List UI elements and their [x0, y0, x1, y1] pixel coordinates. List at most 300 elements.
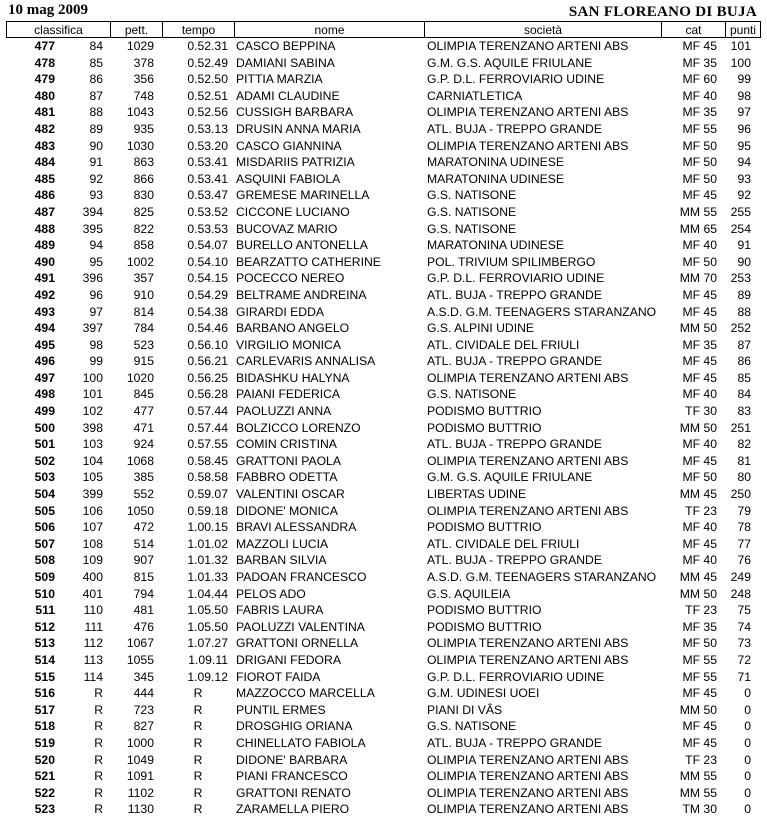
cell-category-rank: 111: [84, 619, 103, 634]
cell-time: R: [193, 719, 203, 734]
table-row: [6, 204, 761, 221]
cell-bib-number: 1102: [127, 785, 154, 800]
table-row: [6, 386, 761, 403]
cell-points: 88: [737, 304, 751, 319]
table-row: [6, 602, 761, 619]
cell-points: 73: [737, 636, 751, 651]
cell-time: 0.52.51: [187, 88, 228, 103]
cell-category-rank: 395: [82, 221, 103, 236]
cell-club: G.S. AQUILEIA: [427, 586, 511, 601]
cell-points: 99: [737, 72, 751, 87]
cell-time: 0.56.25: [187, 370, 228, 385]
cell-points: 253: [730, 271, 751, 286]
cell-category: MF 45: [682, 453, 717, 468]
cell-category: TF 23: [685, 503, 717, 518]
cell-position: 478: [34, 55, 55, 70]
cell-category-rank: 100: [82, 370, 103, 385]
cell-position: 477: [34, 39, 55, 53]
cell-athlete-name: BARBAN SILVIA: [236, 553, 327, 568]
cell-category-rank: 107: [82, 520, 103, 535]
table-row: [6, 685, 761, 702]
cell-club: G.S. ALPINI UDINE: [427, 321, 535, 336]
cell-category-rank: 102: [82, 404, 103, 419]
cell-category: MM 55: [679, 785, 717, 800]
cell-club: PODISMO BUTTRIO: [427, 603, 542, 618]
cell-athlete-name: BURELLO ANTONELLA: [236, 238, 368, 253]
results-table: [6, 21, 761, 818]
table-row: [6, 669, 761, 686]
cell-bib-number: 814: [133, 304, 154, 319]
cell-time: 1.04.44: [187, 586, 228, 601]
cell-time: 1.01.33: [187, 570, 228, 584]
cell-position: 485: [34, 171, 55, 186]
cell-club: G.S. NATISONE: [427, 221, 517, 236]
cell-bib-number: 815: [133, 570, 154, 584]
table-row: [6, 536, 761, 553]
results-body: [6, 38, 761, 818]
cell-category: MM 50: [679, 420, 717, 435]
cell-category: MF 35: [682, 55, 717, 70]
cell-athlete-name: PADOAN FRANCESCO: [236, 570, 367, 584]
table-row: [6, 486, 761, 503]
cell-category-rank: 89: [89, 121, 103, 136]
cell-bib-number: 784: [133, 321, 154, 336]
cell-category: MM 50: [679, 702, 717, 717]
cell-category-rank: 101: [82, 387, 103, 402]
cell-athlete-name: PELOS ADO: [236, 586, 306, 601]
cell-category-rank: 98: [89, 337, 103, 352]
cell-category-rank: 399: [82, 487, 103, 502]
cell-time: 0.59.07: [187, 487, 228, 502]
cell-position: 503: [34, 470, 55, 485]
cell-points: 249: [730, 570, 751, 584]
cell-category: MM 50: [679, 321, 717, 336]
cell-club: OLIMPIA TERENZANO ARTENI ABS: [427, 652, 629, 667]
cell-club: OLIMPIA TERENZANO ARTENI ABS: [427, 370, 629, 385]
table-header-row: [6, 21, 761, 38]
cell-points: 250: [730, 487, 751, 502]
cell-category-rank: 87: [89, 88, 103, 103]
cell-athlete-name: ADAMI CLAUDINE: [236, 88, 340, 103]
cell-category-rank: R: [94, 686, 103, 701]
cell-bib-number: 748: [133, 88, 154, 103]
cell-category-rank: 86: [89, 72, 103, 87]
cell-time: 0.54.10: [187, 254, 228, 269]
cell-club: G.P. D.L. FERROVIARIO UDINE: [427, 72, 605, 87]
table-row: [6, 287, 761, 304]
cell-points: 72: [737, 652, 751, 667]
event-date: 10 mag 2009: [8, 2, 88, 18]
cell-athlete-name: PAOLUZZI VALENTINA: [236, 619, 365, 634]
table-row: [6, 71, 761, 88]
cell-points: 0: [744, 702, 751, 717]
cell-bib-number: 357: [133, 271, 154, 286]
cell-club: OLIMPIA TERENZANO ARTENI ABS: [427, 752, 629, 767]
table-row: [6, 436, 761, 453]
cell-athlete-name: MAZZOLI LUCIA: [236, 536, 329, 551]
cell-position: 495: [34, 337, 55, 352]
cell-points: 96: [737, 121, 751, 136]
cell-category: MF 45: [682, 304, 717, 319]
cell-category-rank: 94: [89, 238, 103, 253]
cell-category-rank: 84: [89, 39, 103, 53]
cell-points: 85: [737, 370, 751, 385]
cell-athlete-name: CASCO GIANNINA: [236, 138, 342, 153]
cell-position: 506: [34, 520, 55, 535]
cell-category: MF 35: [682, 619, 717, 634]
cell-points: 82: [737, 437, 751, 452]
event-location: SAN FLOREANO DI BUJA: [568, 4, 757, 20]
cell-athlete-name: DAMIANI SABINA: [236, 55, 335, 70]
cell-bib-number: 481: [133, 603, 154, 618]
cell-points: 92: [737, 188, 751, 203]
cell-points: 97: [737, 105, 751, 120]
cell-category: MF 45: [682, 354, 717, 369]
cell-position: 500: [34, 420, 55, 435]
table-row: [6, 702, 761, 719]
cell-bib-number: 1068: [126, 453, 154, 468]
cell-athlete-name: ASQUINI FABIOLA: [236, 171, 341, 186]
cell-category: MM 55: [679, 769, 717, 784]
cell-time: 1.05.50: [187, 603, 228, 618]
cell-category: MF 50: [682, 254, 717, 269]
cell-athlete-name: VALENTINI OSCAR: [236, 487, 345, 502]
cell-category: MM 45: [679, 570, 717, 584]
cell-time: 1.01.32: [187, 553, 228, 568]
cell-time: 0.53.41: [187, 171, 228, 186]
cell-time: 0.54.29: [187, 287, 228, 302]
cell-athlete-name: GIRARDI EDDA: [236, 304, 325, 319]
cell-bib-number: 1030: [126, 138, 154, 153]
cell-club: G.M. UDINESI UOEI: [427, 686, 540, 701]
cell-category: MF 45: [682, 719, 717, 734]
cell-club: G.S. NATISONE: [427, 387, 517, 402]
cell-club: ATL. BUJA - TREPPO GRANDE: [427, 735, 602, 750]
cell-position: 523: [34, 802, 55, 817]
table-row: [6, 420, 761, 437]
table-row: [6, 304, 761, 321]
cell-bib-number: 356: [133, 72, 154, 87]
cell-bib-number: 471: [133, 420, 154, 435]
table-row: [6, 320, 761, 337]
cell-club: G.S. NATISONE: [427, 188, 517, 203]
cell-category-rank: 93: [89, 188, 103, 203]
cell-club: ATL. BUJA - TREPPO GRANDE: [427, 287, 602, 302]
cell-athlete-name: DROSGHIG ORIANA: [236, 719, 353, 734]
cell-position: 508: [34, 553, 55, 568]
cell-club: ATL. CIVIDALE DEL FRIULI: [427, 337, 580, 352]
cell-club: OLIMPIA TERENZANO ARTENI ABS: [427, 503, 629, 518]
cell-points: 76: [737, 553, 751, 568]
cell-time: R: [193, 769, 203, 784]
cell-category-rank: 396: [82, 271, 103, 286]
table-row: [6, 38, 761, 55]
cell-position: 486: [34, 188, 55, 203]
cell-position: 514: [34, 652, 55, 667]
cell-club: MARATONINA UDINESE: [427, 155, 565, 170]
cell-points: 95: [737, 138, 751, 153]
cell-time: 0.54.38: [187, 304, 228, 319]
cell-category-rank: 88: [89, 105, 103, 120]
cell-category: MM 55: [679, 204, 717, 219]
cell-athlete-name: BUCOVAZ MARIO: [236, 221, 338, 236]
cell-category-rank: 401: [82, 586, 103, 601]
cell-athlete-name: DRIGANI FEDORA: [236, 652, 341, 667]
cell-category: TF 23: [685, 603, 717, 618]
cell-time: R: [193, 735, 203, 750]
cell-club: PODISMO BUTTRIO: [427, 619, 542, 634]
cell-club: OLIMPIA TERENZANO ARTENI ABS: [427, 802, 629, 817]
cell-position: 482: [34, 121, 55, 136]
cell-club: ATL. CIVIDALE DEL FRIULI: [427, 536, 580, 551]
cell-points: 0: [744, 785, 751, 800]
cell-bib-number: 1130: [127, 802, 154, 817]
cell-athlete-name: CUSSIGH BARBARA: [236, 105, 354, 120]
cell-athlete-name: PAIANI FEDERICA: [236, 387, 341, 402]
cell-time: 0.58.45: [187, 453, 228, 468]
cell-bib-number: 523: [133, 337, 154, 352]
cell-athlete-name: FABBRO ODETTA: [236, 470, 338, 485]
cell-category: MF 40: [682, 520, 717, 535]
cell-club: G.P. D.L. FERROVIARIO UDINE: [427, 271, 605, 286]
column-header-tempo: tempo: [162, 21, 234, 38]
cell-points: 0: [744, 719, 751, 734]
cell-time: 0.53.53: [187, 221, 228, 236]
cell-points: 0: [744, 686, 751, 701]
cell-bib-number: 385: [133, 470, 154, 485]
cell-time: 0.53.13: [187, 121, 228, 136]
cell-position: 507: [34, 536, 55, 551]
cell-points: 0: [744, 769, 751, 784]
cell-club: OLIMPIA TERENZANO ARTENI ABS: [427, 769, 629, 784]
cell-bib-number: 907: [133, 553, 154, 568]
cell-position: 515: [34, 669, 55, 684]
column-header-nome: nome: [234, 21, 424, 38]
cell-points: 86: [737, 354, 751, 369]
cell-category: MF 45: [682, 39, 717, 53]
cell-position: 490: [34, 254, 55, 269]
cell-bib-number: 514: [133, 536, 154, 551]
table-row: [6, 635, 761, 652]
cell-athlete-name: CARLEVARIS ANNALISA: [236, 354, 376, 369]
cell-club: G.M. G.S. AQUILE FRIULANE: [427, 55, 593, 70]
cell-category: MF 50: [682, 171, 717, 186]
cell-time: R: [193, 702, 203, 717]
cell-points: 84: [737, 387, 751, 402]
cell-athlete-name: BARBANO ANGELO: [236, 321, 350, 336]
cell-club: MARATONINA UDINESE: [427, 238, 565, 253]
cell-category: MF 50: [682, 470, 717, 485]
cell-position: 521: [34, 769, 55, 784]
cell-category: MM 65: [679, 221, 717, 236]
table-row: [6, 768, 761, 785]
cell-position: 519: [34, 735, 55, 750]
cell-category-rank: 99: [89, 354, 103, 369]
cell-points: 254: [730, 221, 751, 236]
cell-category-rank: 110: [83, 603, 103, 618]
cell-position: 496: [34, 354, 55, 369]
cell-category: MF 50: [682, 155, 717, 170]
cell-time: R: [193, 785, 203, 800]
table-row: [6, 619, 761, 636]
cell-points: 71: [737, 669, 751, 684]
table-row: [6, 121, 761, 138]
cell-club: ATL. BUJA - TREPPO GRANDE: [427, 121, 602, 136]
cell-category: MF 40: [682, 387, 717, 402]
cell-bib-number: 477: [133, 404, 154, 419]
cell-athlete-name: GREMESE MARINELLA: [236, 188, 370, 203]
cell-time: 0.52.49: [187, 55, 228, 70]
cell-athlete-name: PIANI FRANCESCO: [236, 769, 348, 784]
cell-time: 0.52.31: [187, 39, 228, 53]
cell-position: 491: [34, 271, 55, 286]
cell-position: 481: [34, 105, 55, 120]
cell-club: POL. TRIVIUM SPILIMBERGO: [427, 254, 596, 269]
cell-time: 0.57.44: [187, 404, 228, 419]
cell-bib-number: 794: [133, 586, 154, 601]
column-header-pett: pett.: [110, 21, 162, 38]
table-row: [6, 586, 761, 603]
cell-category-rank: 96: [89, 287, 103, 302]
cell-category: MF 50: [682, 636, 717, 651]
cell-position: 512: [34, 619, 55, 634]
cell-category: MM 45: [679, 487, 717, 502]
table-row: [6, 718, 761, 735]
cell-category: TF 30: [685, 404, 717, 419]
cell-category: MF 45: [682, 370, 717, 385]
cell-position: 488: [34, 221, 55, 236]
table-row: [6, 519, 761, 536]
cell-category-rank: 90: [89, 138, 103, 153]
cell-category-rank: 105: [82, 470, 103, 485]
cell-category-rank: 113: [83, 652, 103, 667]
cell-athlete-name: FABRIS LAURA: [236, 603, 324, 618]
cell-points: 0: [744, 735, 751, 750]
cell-points: 251: [730, 420, 751, 435]
cell-points: 87: [737, 337, 751, 352]
cell-time: 0.54.15: [187, 271, 228, 286]
cell-club: PODISMO BUTTRIO: [427, 520, 542, 535]
cell-position: 479: [34, 72, 55, 87]
cell-position: 483: [34, 138, 55, 153]
cell-time: 0.56.28: [187, 387, 228, 402]
cell-time: 0.53.47: [187, 188, 228, 203]
cell-category: MF 55: [682, 669, 717, 684]
cell-category: MF 50: [682, 138, 717, 153]
cell-athlete-name: MISDARIIS PATRIZIA: [236, 155, 355, 170]
cell-athlete-name: COMIN CRISTINA: [236, 437, 337, 452]
cell-bib-number: 910: [133, 287, 154, 302]
table-row: [6, 503, 761, 520]
cell-club: OLIMPIA TERENZANO ARTENI ABS: [427, 636, 629, 651]
cell-athlete-name: BELTRAME ANDREINA: [236, 287, 367, 302]
cell-points: 78: [737, 520, 751, 535]
table-row: [6, 735, 761, 752]
cell-points: 0: [744, 752, 751, 767]
cell-club: ATL. BUJA - TREPPO GRANDE: [427, 553, 602, 568]
cell-position: 480: [34, 88, 55, 103]
cell-bib-number: 1000: [126, 735, 154, 750]
table-row: [6, 785, 761, 802]
cell-athlete-name: DRUSIN ANNA MARIA: [236, 121, 361, 136]
cell-category: MF 40: [682, 238, 717, 253]
cell-bib-number: 822: [133, 221, 154, 236]
cell-time: 1.09.11: [188, 652, 228, 667]
cell-athlete-name: POCECCO NEREO: [236, 271, 345, 286]
cell-category: MF 40: [682, 88, 717, 103]
cell-position: 522: [34, 785, 55, 800]
cell-category-rank: R: [94, 785, 103, 800]
cell-position: 517: [34, 702, 55, 717]
cell-bib-number: 476: [133, 619, 154, 634]
cell-points: 81: [737, 453, 751, 468]
cell-bib-number: 345: [133, 669, 154, 684]
table-row: [6, 801, 761, 818]
cell-category-rank: R: [94, 735, 103, 750]
cell-points: 248: [730, 586, 751, 601]
cell-time: R: [193, 686, 203, 701]
cell-athlete-name: BIDASHKU HALYNA: [236, 370, 350, 385]
cell-athlete-name: BRAVI ALESSANDRA: [236, 520, 357, 535]
cell-athlete-name: CICCONE LUCIANO: [236, 204, 350, 219]
table-row: [6, 370, 761, 387]
cell-time: R: [193, 752, 203, 767]
cell-athlete-name: FIOROT FAIDA: [236, 669, 321, 684]
cell-athlete-name: ZARAMELLA PIERO: [236, 802, 350, 817]
cell-club: OLIMPIA TERENZANO ARTENI ABS: [427, 785, 629, 800]
table-row: [6, 552, 761, 569]
cell-position: 498: [34, 387, 55, 402]
table-row: [6, 752, 761, 769]
cell-time: R: [193, 802, 203, 817]
cell-position: 504: [34, 487, 55, 502]
cell-club: ATL. BUJA - TREPPO GRANDE: [427, 437, 602, 452]
cell-time: 0.53.41: [187, 155, 228, 170]
cell-category-rank: 112: [83, 636, 103, 651]
cell-category-rank: 97: [89, 304, 103, 319]
cell-category: MF 45: [682, 536, 717, 551]
cell-category-rank: R: [94, 719, 103, 734]
cell-category: TF 23: [685, 752, 717, 767]
cell-time: 0.59.18: [187, 503, 228, 518]
cell-club: A.S.D. G.M. TEENAGERS STARANZANO: [427, 304, 657, 319]
cell-athlete-name: CASCO BEPPINA: [236, 39, 336, 53]
cell-category-rank: R: [94, 752, 103, 767]
cell-club: LIBERTAS UDINE: [427, 487, 527, 502]
cell-bib-number: 863: [133, 155, 154, 170]
cell-category: TM 30: [682, 802, 717, 817]
cell-category-rank: 95: [89, 254, 103, 269]
cell-time: 0.54.46: [187, 321, 228, 336]
cell-points: 77: [737, 536, 751, 551]
cell-category-rank: 398: [82, 420, 103, 435]
cell-bib-number: 1029: [126, 39, 154, 53]
cell-athlete-name: MAZZOCCO MARCELLA: [236, 686, 375, 701]
cell-athlete-name: PUNTIL ERMES: [236, 702, 326, 717]
cell-category-rank: 400: [82, 570, 103, 584]
cell-club: ATL. BUJA - TREPPO GRANDE: [427, 354, 602, 369]
cell-club: PODISMO BUTTRIO: [427, 404, 542, 419]
cell-position: 511: [35, 603, 55, 618]
cell-time: 1.05.50: [187, 619, 228, 634]
cell-category-rank: R: [94, 702, 103, 717]
table-row: [6, 469, 761, 486]
table-row: [6, 652, 761, 669]
cell-bib-number: 825: [133, 204, 154, 219]
cell-bib-number: 935: [133, 121, 154, 136]
cell-category: MF 45: [682, 287, 717, 302]
cell-category-rank: 114: [83, 669, 103, 684]
